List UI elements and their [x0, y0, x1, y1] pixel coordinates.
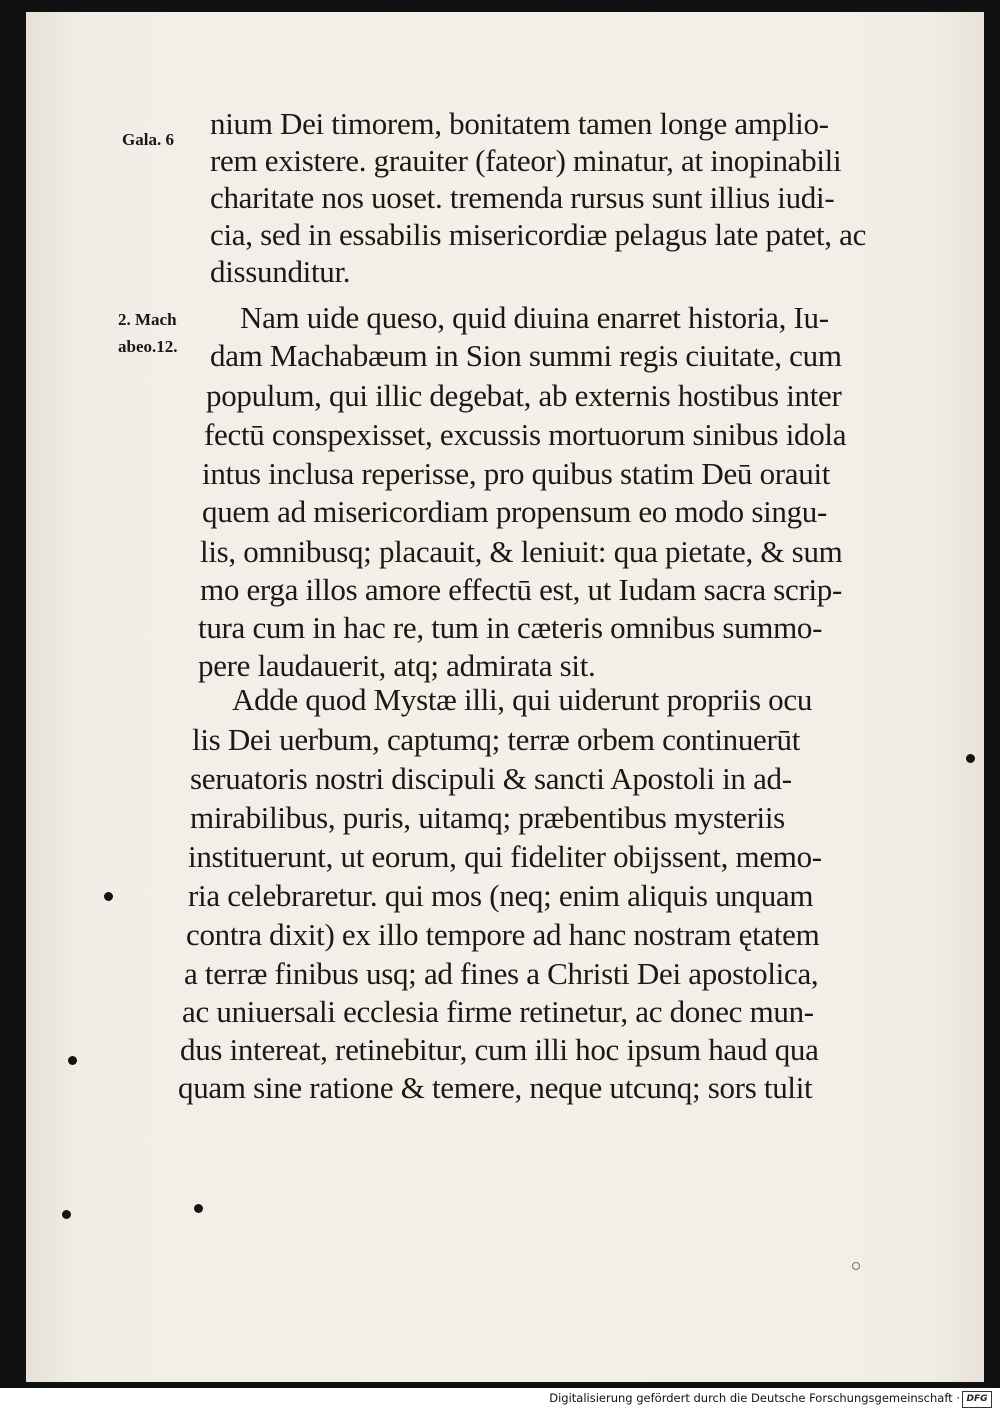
text-line: dissunditur.	[210, 254, 351, 289]
text-line: charitate nos uoset. tremenda rursus sunt illius iudi-	[210, 180, 835, 215]
text-line: dam Machabæum in Sion summi regis ciuitate, cum	[210, 338, 842, 373]
text-line: instituerunt, ut eorum, qui fideliter obijssent, memo-	[188, 839, 822, 874]
text-line: fectū conspexisset, excussis mortuorum sinibus idola	[204, 417, 847, 452]
text-line: dus intereat, retinebitur, cum illi hoc ipsum haud qua	[180, 1032, 819, 1067]
funding-credit: Digitalisierung gefördert durch die Deutsche Forschungsgemeinschaft ·	[549, 1391, 960, 1405]
text-line: lis Dei uerbum, captumq; terræ orbem continuerūt	[192, 722, 801, 757]
credit-bar	[0, 1388, 1000, 1410]
text-line: quam sine ratione & temere, neque utcunq; sors tulit	[178, 1070, 813, 1105]
dfg-logo: DFG	[962, 1391, 992, 1408]
ink-speck	[68, 1056, 77, 1065]
ink-speck	[966, 754, 975, 763]
ink-speck	[852, 1262, 860, 1270]
ink-speck	[194, 1204, 203, 1213]
text-line: populum, qui illic degebat, ab externis hostibus inter	[206, 378, 842, 413]
text-line: cia, sed in essabilis misericordiæ pelagus late patet, ac	[210, 217, 867, 252]
text-line: Adde quod Mystæ illi, qui uiderunt propriis ocu	[232, 682, 813, 717]
text-line: mirabilibus, puris, uitamq; præbentibus mysteriis	[190, 800, 785, 835]
text-line: quem ad misericordiam propensum eo modo singu-	[202, 494, 828, 529]
text-line: a terræ finibus usq; ad fines a Christi Dei apostolica,	[184, 956, 819, 991]
margin-note-mach: 2. Mach	[118, 310, 177, 329]
text-line: mo erga illos amore effectū est, ut Iudam sacra scrip-	[200, 572, 843, 607]
text-line: rem existere. grauiter (fateor) minatur, at inopinabili	[210, 143, 842, 178]
ink-speck	[62, 1210, 71, 1219]
text-line: Nam uide queso, quid diuina enarret historia, Iu-	[240, 300, 829, 335]
margin-note-abeo: abeo.12.	[118, 337, 178, 356]
text-line: intus inclusa reperisse, pro quibus statim Deū orauit	[202, 456, 831, 491]
text-line: contra dixit) ex illo tempore ad hanc nostram ętatem	[186, 917, 820, 952]
text-line: ac uniuersali ecclesia firme retinetur, ac donec mun-	[182, 994, 814, 1029]
ink-speck	[104, 892, 113, 901]
book-page	[26, 12, 984, 1382]
margin-note-gala: Gala. 6	[122, 130, 174, 149]
text-line: seruatoris nostri discipuli & sancti Apostoli in ad-	[190, 761, 792, 796]
text-line: lis, omnibusq; placauit, & leniuit: qua pietate, & sum	[200, 534, 843, 569]
text-line: pere laudauerit, atq; admirata sit.	[198, 648, 596, 683]
text-line: nium Dei timorem, bonitatem tamen longe amplio-	[210, 106, 829, 141]
text-line: ria celebraretur. qui mos (neq; enim aliquis unquam	[188, 878, 814, 913]
text-line: tura cum in hac re, tum in cæteris omnibus summo-	[198, 610, 823, 645]
